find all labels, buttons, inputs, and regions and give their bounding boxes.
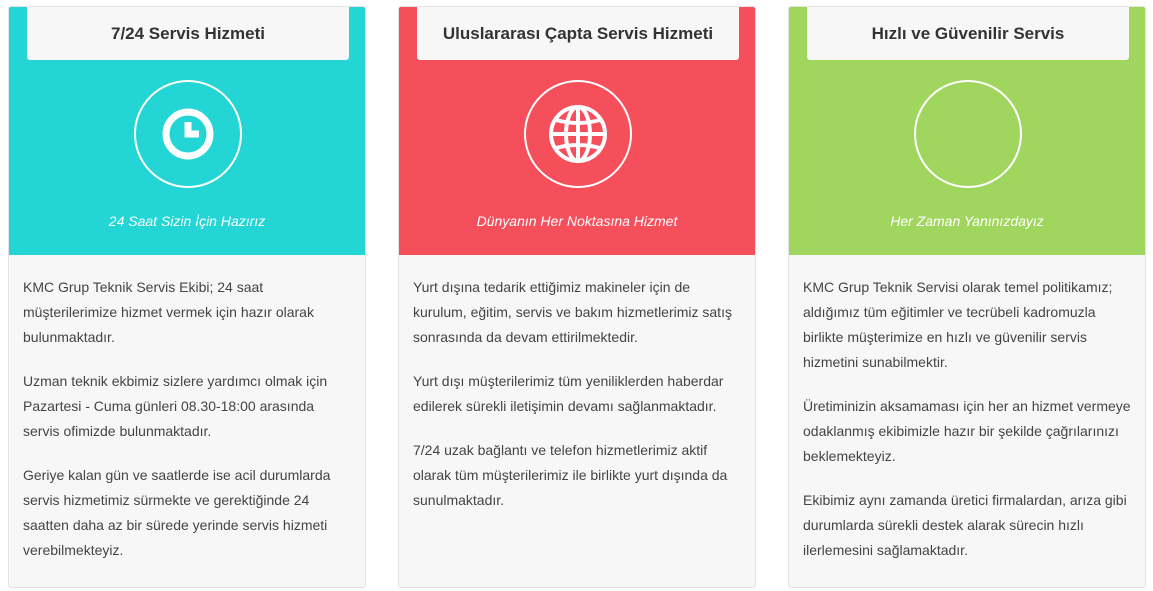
service-card-international xyxy=(398,6,756,588)
card-paragraph: Ekibimiz aynı zamanda üretici firmalardan, arıza gibi durumlarda sürekli destek alarak sürecin hızlı ilerlemesini sağlamaktadır. xyxy=(803,492,1127,558)
clock-icon xyxy=(158,104,218,164)
card-header xyxy=(399,7,755,255)
card-title-box xyxy=(807,7,1129,60)
card-paragraph: Geriye kalan gün ve saatlerde ise acil durumlarda servis hizmetimiz sürmekte ve gerektiğinde 24 saatten daha az bir sürede yerinde servis hizmeti verebilmekteyiz. xyxy=(23,467,331,558)
card-body xyxy=(399,255,755,513)
card-body xyxy=(9,255,365,563)
icon-ring xyxy=(134,80,242,188)
icon-ring xyxy=(524,80,632,188)
card-header xyxy=(9,7,365,255)
card-title-box xyxy=(417,7,739,60)
service-card-fast-reliable xyxy=(788,6,1146,588)
card-paragraph: Yurt dışı müşterilerimiz tüm yeniliklerden haberdar edilerek sürekli iletişimin devamı sağlanmaktadır. xyxy=(413,373,724,414)
card-title: 7/24 Servis Hizmeti xyxy=(110,23,266,43)
card-body xyxy=(789,255,1145,563)
card-subtitle: Her Zaman Yanınızdayız xyxy=(890,213,1044,229)
card-paragraph: Yurt dışına tedarik ettiğimiz makineler için de kurulum, eğitim, servis ve bakım hizmetlerimiz satış sonrasında da devam ettirilmektedir. xyxy=(413,279,732,345)
card-title: Hızlı ve Güvenilir Servis xyxy=(871,23,1065,43)
card-paragraph: KMC Grup Teknik Servisi olarak temel politikamız; aldığımız tüm eğitimler ve tecrübeli kadromuzla birlikte müşterimize en hızlı ve güvenilir servis hizmetini sunabilmektir. xyxy=(803,279,1113,370)
globe-icon xyxy=(547,103,609,165)
card-paragraph: 7/24 uzak bağlantı ve telefon hizmetlerimiz aktif olarak tüm müşterilerimiz ile birlikte yurt dışında da sunulmaktadır. xyxy=(413,442,728,508)
card-paragraph: Üretiminizin aksamaması için her an hizmet vermeye odaklanmış ekibimizle hazır bir şekilde çağrılarınızı beklemekteyiz. xyxy=(803,398,1131,464)
card-title-box xyxy=(27,7,349,60)
card-paragraph: Uzman teknik ekbimiz sizlere yardımcı olmak için Pazartesi - Cuma günleri 08.30-18:00 arasında servis ofimizde bulunmaktadır. xyxy=(23,373,328,439)
empty-circle-icon xyxy=(914,80,1022,188)
card-paragraph: KMC Grup Teknik Servis Ekibi; 24 saat müşterilerimize hizmet vermek için hazır olarak bulunmaktadır. xyxy=(23,279,314,345)
card-subtitle: 24 Saat Sizin İçin Hazırız xyxy=(108,213,266,229)
card-header xyxy=(789,7,1145,255)
card-title: Uluslararası Çapta Servis Hizmeti xyxy=(442,23,714,43)
service-card-7-24 xyxy=(8,6,366,588)
card-subtitle: Dünyanın Her Noktasına Hizmet xyxy=(476,213,678,229)
